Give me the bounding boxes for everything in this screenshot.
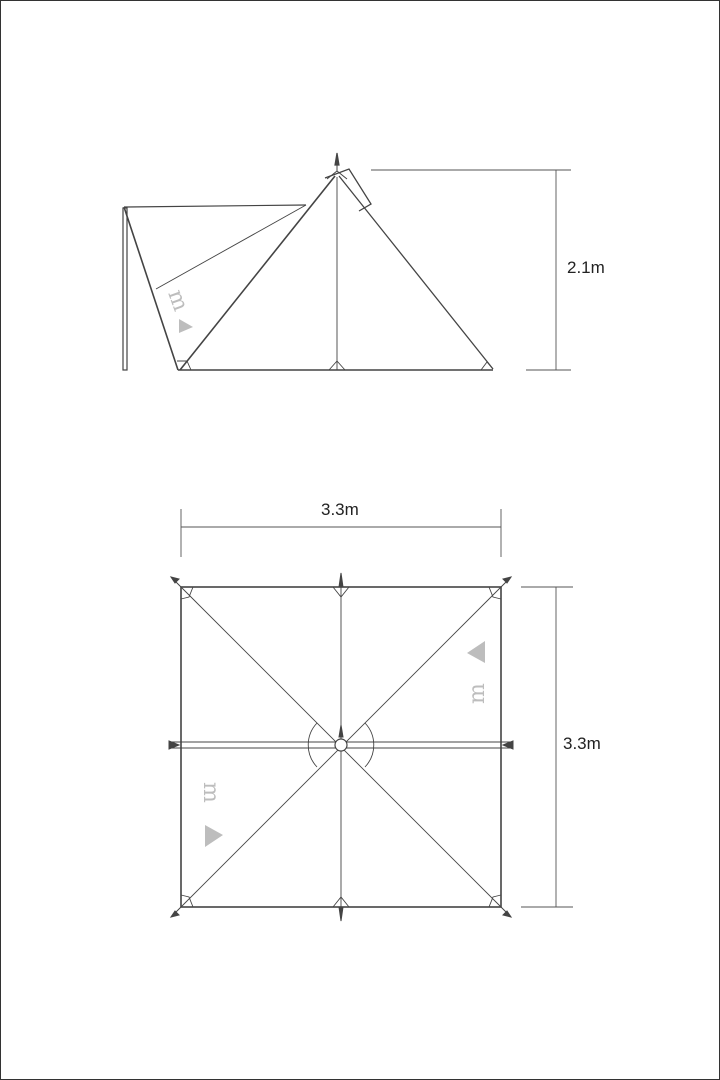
center-hub: [335, 739, 347, 751]
pole-tip-spike: [335, 153, 339, 165]
top-logo-lower: [198, 782, 223, 803]
stake-top: [339, 573, 343, 587]
tent-right-edge: [339, 176, 493, 369]
top-view: [169, 587, 513, 907]
side-logo: [162, 286, 193, 314]
top-logo-upper: [465, 683, 490, 704]
top-logo-upper-triangle: [467, 641, 485, 663]
awning-left-edge: [124, 207, 178, 370]
stake-tr: [503, 577, 511, 583]
side-logo-letter: m: [162, 286, 194, 315]
awning-seam: [156, 205, 306, 289]
stake-tl: [171, 577, 179, 583]
stake-bottom: [339, 907, 343, 921]
center-pole-tip: [339, 725, 343, 737]
tent-diagram: [1, 1, 719, 1079]
stake-br: [503, 911, 511, 917]
top-logo-lower-letter: m: [198, 782, 223, 803]
stake-bl: [171, 911, 179, 917]
side-pole-left: [123, 208, 127, 370]
height-label: 2.1m: [567, 258, 605, 277]
top-logo-upper-letter: m: [465, 683, 490, 704]
depth-label: 3.3m: [563, 734, 601, 753]
hub-arc-right: [365, 723, 374, 767]
hub-arc-left: [308, 723, 317, 767]
awning-top-edge: [124, 205, 306, 207]
side-logo-triangle: [179, 319, 193, 333]
top-logo-lower-triangle: [205, 825, 223, 847]
side-view: [123, 153, 493, 370]
width-label: 3.3m: [321, 500, 359, 519]
height-dimension: [371, 170, 571, 370]
